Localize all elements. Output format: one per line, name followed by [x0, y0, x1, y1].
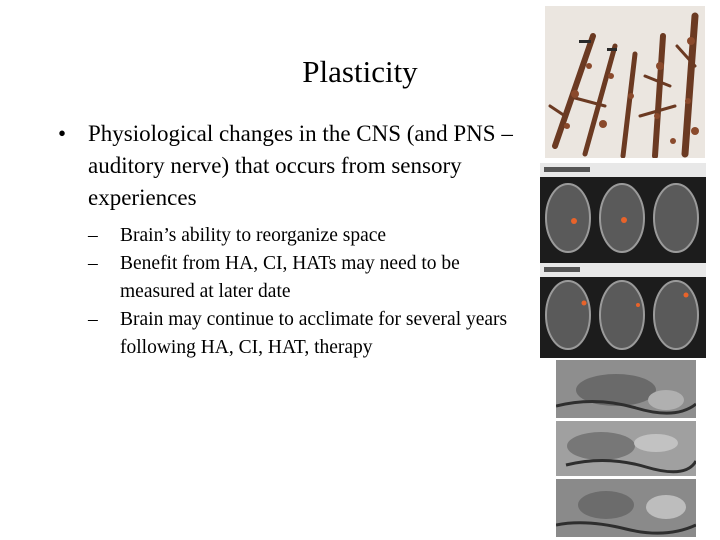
bullet-list [58, 118, 528, 362]
electron-micrograph-panel [556, 421, 696, 476]
sub-bullet-item [88, 250, 528, 306]
sub-bullet-list [58, 222, 528, 362]
electron-micrograph-panel [556, 360, 696, 418]
slide-title: Plasticity [302, 54, 418, 89]
sub-bullet-text: Brain may continue to acclimate for several years following HA, CI, HAT, therapy [120, 309, 508, 358]
bullet-text: Physiological changes in the CNS (and PNS – auditory nerve) that occurs from sensory experiences [88, 121, 513, 210]
sub-bullet-text: Benefit from HA, CI, HATs may need to be measured at later date [120, 253, 460, 302]
sub-bullet-text: Brain’s ability to reorganize space [120, 225, 387, 246]
sub-bullet-marker: – [88, 253, 98, 274]
sub-bullet-item [88, 306, 528, 362]
sub-bullet-item [88, 222, 528, 250]
sub-bullet-marker: – [88, 309, 98, 330]
sub-bullet-marker: – [88, 225, 98, 246]
neuron-micrograph-image [545, 6, 705, 158]
bullet-marker: • [58, 121, 67, 146]
fmri-brain-scans-image [540, 163, 706, 358]
electron-micrograph-panel [556, 479, 696, 537]
bullet-item [58, 118, 528, 214]
